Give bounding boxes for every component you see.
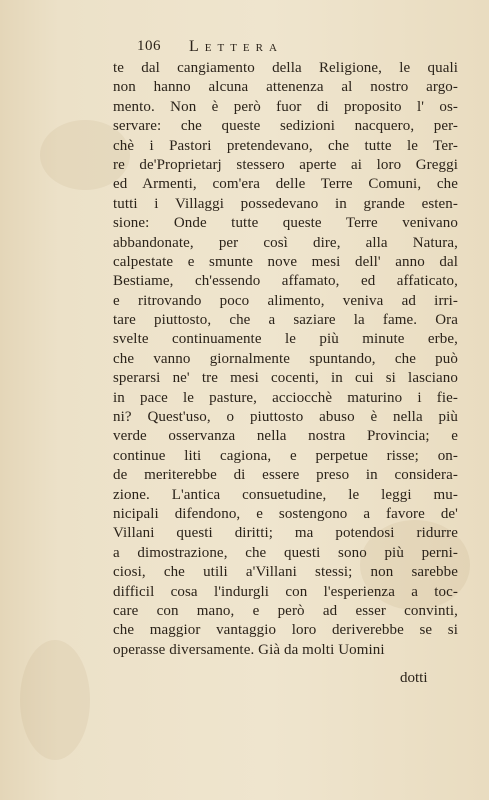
text-line: continue liti cagiona, e perpetue risse; on- <box>113 447 458 464</box>
text-line: chè i Pastori pretendevano, che tutte le Ter- <box>113 137 458 154</box>
text-line: difficil cosa l'indurgli con l'esperienza a toc- <box>113 583 458 600</box>
text-line: sperarsi ne' tre mesi cocenti, in cui si lasciano <box>113 370 458 387</box>
text-line: mento. Non è però fuor di proposito l' os- <box>113 98 458 115</box>
text-line: Bestiame, ch'essendo affamato, ed affaticato, <box>113 273 458 290</box>
catchword: dotti <box>400 670 428 686</box>
text-line: care con mano, e però ad esser convinti, <box>113 602 458 619</box>
running-title: Lettera <box>189 38 283 55</box>
page-number: 106 <box>137 38 161 54</box>
text-line: te dal cangiamento della Religione, le quali <box>113 60 458 76</box>
text-line: svelte continuamente le più minute erbe, <box>113 331 458 348</box>
text-line: in pace le pasture, acciocchè maturino i fie- <box>113 389 458 406</box>
body-text <box>113 59 458 660</box>
text-line: tutti i Villaggi possedevano in grande esten- <box>113 195 458 212</box>
text-line: e ritrovando poco alimento, veniva ad irri- <box>113 292 458 309</box>
text-line: tare piuttosto, che a saziare la fame. Ora <box>113 312 458 329</box>
text-line: abbandonate, per così dire, alla Natura, <box>113 234 458 251</box>
text-line: ed Armenti, com'era delle Terre Comuni, che <box>113 176 458 193</box>
page-header <box>137 38 377 60</box>
text-line: operasse diversamente. Già da molti Uomini <box>113 641 385 658</box>
text-line: a dimostrazione, che questi sono più perni- <box>113 544 458 561</box>
text-line: servare: che queste sedizioni nacquero, per- <box>113 118 458 135</box>
text-line: Villani questi diritti; ma potendosi ridurre <box>113 525 458 542</box>
text-line: re de'Proprietarj stessero aperte ai loro Greggi <box>113 156 458 173</box>
text-line: ciosi, che utili a'Villani stessi; non sarebbe <box>113 564 458 581</box>
text-line: che maggior vantaggio loro deriverebbe se si <box>113 622 458 639</box>
text-line: de meriterebbe di essere preso in considera- <box>113 467 458 484</box>
text-line: non hanno alcuna attenenza al nostro argo- <box>113 79 458 96</box>
paper-stain <box>20 640 90 760</box>
text-line: sione: Onde tutte queste Terre venivano <box>113 215 458 232</box>
text-line: verde osservanza nella nostra Provincia; e <box>113 428 458 445</box>
text-line: calpestate e smunte nove mesi dell' anno dal <box>113 253 458 270</box>
text-line: che vanno giornalmente spuntando, che può <box>113 350 458 367</box>
text-line: zione. L'antica consuetudine, le leggi mu- <box>113 486 458 503</box>
text-line: ni? Quest'uso, o piuttosto abuso è nella più <box>113 409 458 426</box>
text-line: nicipali difendono, e sostengono a favore de' <box>113 505 458 522</box>
